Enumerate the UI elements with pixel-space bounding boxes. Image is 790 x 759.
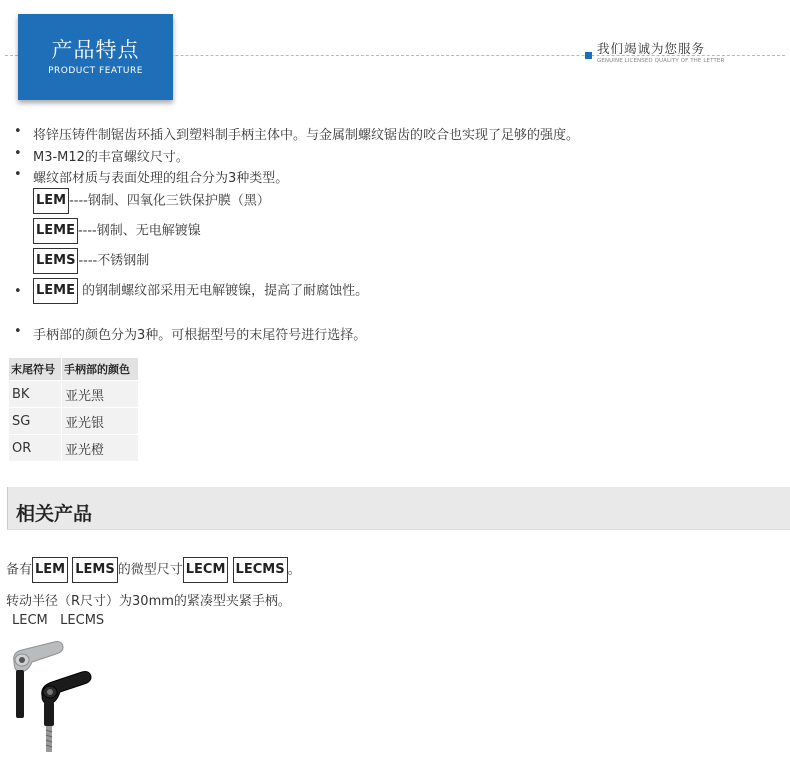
feature-item-5: 手柄部的颜色分为3种。可根据型号的末尾符号进行选择。 — [33, 328, 367, 343]
table-cell: 亚光银 — [62, 408, 139, 435]
product-image[interactable] — [8, 640, 98, 755]
handle-color-table — [8, 357, 139, 462]
slogan-subtitle: GENUINE LICENSED QUALITY OF THE LETTER — [597, 58, 725, 64]
code-badge: LEM — [32, 557, 68, 583]
table-cell: BK — [9, 381, 62, 408]
code-badge: LEME — [33, 278, 78, 304]
related-suffix: 。 — [287, 562, 301, 578]
bullet-icon: • — [14, 124, 22, 139]
code-badge: LECM — [183, 557, 229, 583]
table-cell: OR — [9, 435, 62, 462]
related-description — [6, 557, 301, 583]
related-prefix: 备有 — [6, 562, 33, 578]
table-cell: 亚光橙 — [62, 435, 139, 462]
slogan: 我们竭诚为您服务 — [597, 41, 706, 56]
table-row — [9, 408, 139, 435]
banner-subtitle: PRODUCT FEATURE — [48, 66, 143, 76]
code-badge: LEMS — [72, 557, 117, 583]
clamping-lever-icon — [8, 640, 98, 755]
related-line-2: 转动半径（R尺寸）为30mm的紧凑型夹紧手柄。 — [6, 594, 291, 609]
feature-item-3: 螺纹部材质与表面处理的组合分为3种类型。 — [33, 171, 289, 186]
type-row-leme — [33, 218, 201, 244]
table-header-row — [9, 358, 139, 381]
related-section-header — [7, 487, 790, 530]
type-desc: ----钢制、无电解镀镍 — [77, 223, 201, 239]
bullet-icon: • — [14, 167, 22, 182]
table-row — [9, 381, 139, 408]
feature-banner — [18, 14, 173, 100]
banner-title: 产品特点 — [51, 38, 140, 62]
type-desc: ----钢制、四氧化三铁保护膜（黑） — [69, 193, 270, 209]
bullet-icon: • — [14, 284, 22, 299]
table-row — [9, 435, 139, 462]
type-row-lem — [33, 188, 270, 214]
link-lecm[interactable]: LECM — [12, 613, 48, 628]
feature-item-2: M3-M12的丰富螺纹尺寸。 — [33, 150, 189, 165]
bullet-icon: • — [14, 146, 22, 161]
type-row-lems — [33, 248, 149, 274]
table-cell: SG — [9, 408, 62, 435]
code-badge: LEME — [33, 218, 78, 244]
type-desc: ----不锈钢制 — [78, 253, 150, 269]
related-section-title: 相关产品 — [16, 503, 93, 525]
code-badge: LEMS — [33, 248, 78, 274]
code-badge: LECMS — [233, 557, 288, 583]
feature-item-4-text: 的钢制螺纹部采用无电解镀镍，提高了耐腐蚀性。 — [82, 283, 369, 299]
code-badge: LEM — [33, 188, 69, 214]
related-links — [12, 613, 104, 628]
feature-item-1: 将锌压铸件制锯齿环插入到塑料制手柄主体中。与金属制螺纹锯齿的咬合也实现了足够的强度。 — [33, 128, 580, 143]
link-lecms[interactable]: LECMS — [60, 613, 105, 628]
table-header-color: 手柄部的颜色 — [62, 358, 139, 381]
related-middle: 的微型尺寸 — [117, 562, 183, 578]
feature-item-4 — [33, 278, 368, 304]
table-header-suffix: 末尾符号 — [9, 358, 62, 381]
table-cell: 亚光黑 — [62, 381, 139, 408]
bullet-icon: • — [14, 324, 22, 339]
slogan-marker-icon — [585, 52, 592, 59]
